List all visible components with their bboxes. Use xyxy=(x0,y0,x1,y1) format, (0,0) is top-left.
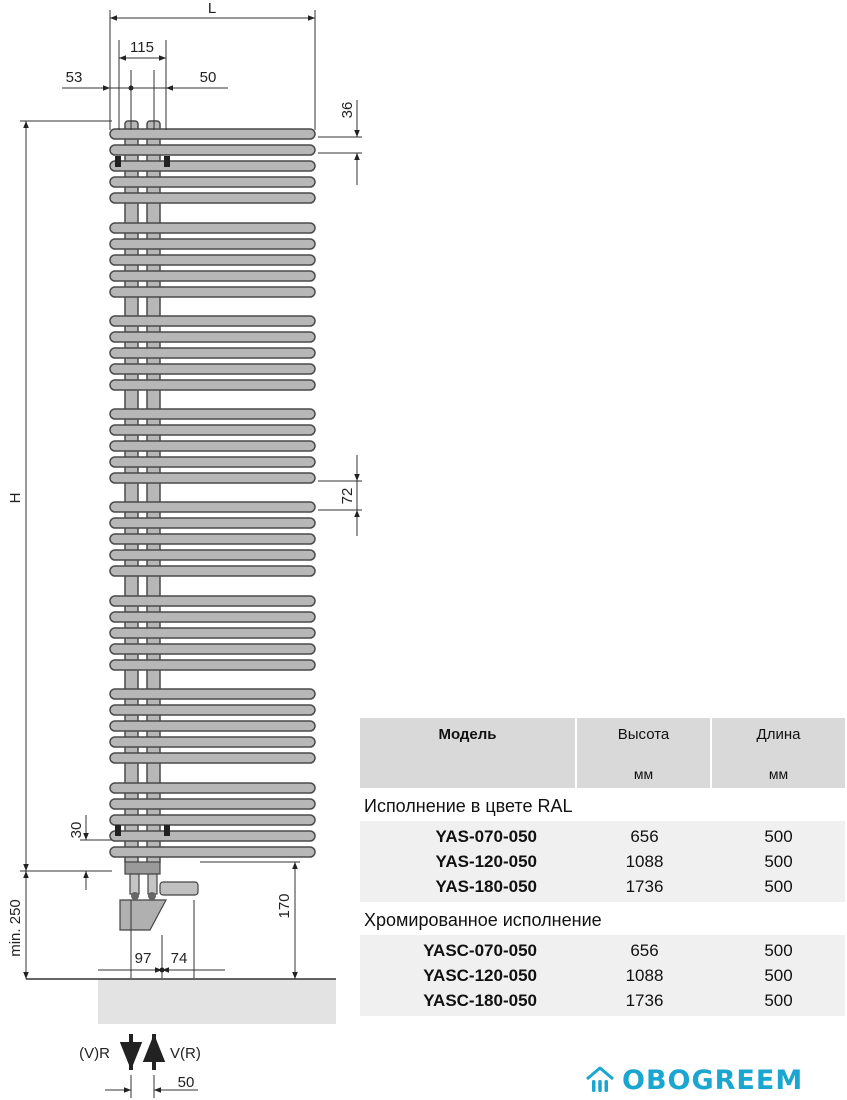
house-radiator-icon xyxy=(584,1064,616,1096)
dim-label-30: 30 xyxy=(68,821,85,839)
tube-16 xyxy=(110,409,315,419)
cell-length: 500 xyxy=(764,876,793,896)
dim-label-36: 36 xyxy=(339,101,356,119)
tube-9 xyxy=(110,271,315,281)
valve-assembly xyxy=(120,862,198,930)
tube-35 xyxy=(110,753,315,763)
header-height-label: Высота xyxy=(617,726,670,743)
group-title-chrome: Хромированное исполнение xyxy=(364,910,602,930)
tube-15 xyxy=(110,380,315,390)
dim-label-L: L xyxy=(207,0,217,17)
header-length-unit: мм xyxy=(768,766,789,782)
tube-4 xyxy=(110,177,315,187)
header-length xyxy=(712,718,845,788)
table-row xyxy=(360,874,845,899)
dim-label-72: 72 xyxy=(339,487,356,505)
flow-label-right: V(R) xyxy=(170,1045,201,1062)
tube-22 xyxy=(110,518,315,528)
dim-label-53: 53 xyxy=(65,69,83,86)
table-row xyxy=(360,824,845,849)
cell-model: YAS-070-050 xyxy=(435,826,537,846)
group-body-ral xyxy=(360,821,845,902)
tube-23 xyxy=(110,534,315,544)
cell-model: YAS-120-050 xyxy=(435,851,537,871)
tube-40 xyxy=(110,847,315,857)
tube-18 xyxy=(110,441,315,451)
obogreem-logo xyxy=(584,1060,803,1100)
group-title-ral: Исполнение в цвете RAL xyxy=(364,796,573,816)
tube-33 xyxy=(110,721,315,731)
clip-top-right xyxy=(164,156,170,167)
header-height-unit: мм xyxy=(633,766,654,782)
tube-25 xyxy=(110,566,315,576)
tube-8 xyxy=(110,255,315,265)
tube-7 xyxy=(110,239,315,249)
tube-27 xyxy=(110,612,315,622)
tube-17 xyxy=(110,425,315,435)
tube-31 xyxy=(110,689,315,699)
cell-height: 1736 xyxy=(625,876,664,896)
cell-length: 500 xyxy=(764,965,793,985)
table-row xyxy=(360,988,845,1013)
tube-20 xyxy=(110,473,315,483)
cell-height: 656 xyxy=(630,940,659,960)
cell-height: 1088 xyxy=(625,965,664,985)
cell-height: 1736 xyxy=(625,990,664,1010)
clip-bottom-left xyxy=(115,825,121,836)
cell-model: YASC-120-050 xyxy=(423,965,537,985)
tube-12 xyxy=(110,332,315,342)
dim-label-H: H xyxy=(7,492,24,504)
clip-top-left xyxy=(115,156,121,167)
dim-label-74: 74 xyxy=(170,950,188,967)
tube-21 xyxy=(110,502,315,512)
tube-29 xyxy=(110,644,315,654)
table-row xyxy=(360,963,845,988)
tube-13 xyxy=(110,348,315,358)
heating-tubes xyxy=(110,129,315,857)
dim-label-97: 97 xyxy=(134,950,152,967)
tube-26 xyxy=(110,596,315,606)
dim-label-115: 115 xyxy=(130,39,154,56)
header-model xyxy=(360,718,577,788)
dim-label-170: 170 xyxy=(276,893,293,919)
tube-14 xyxy=(110,364,315,374)
dim-label-min250: min. 250 xyxy=(7,899,24,957)
tube-30 xyxy=(110,660,315,670)
dim-label-50-bottom: 50 xyxy=(177,1074,195,1091)
tube-6 xyxy=(110,223,315,233)
specification-table xyxy=(360,718,845,1016)
header-length-label: Длина xyxy=(756,726,801,743)
tube-1 xyxy=(110,129,315,139)
tube-36 xyxy=(110,783,315,793)
table-header xyxy=(360,718,845,788)
tube-24 xyxy=(110,550,315,560)
logo-text: OBOGREEM xyxy=(622,1064,804,1096)
tube-3 xyxy=(110,161,315,171)
header-model-label: Модель xyxy=(438,726,497,743)
table-row xyxy=(360,938,845,963)
table-row xyxy=(360,849,845,874)
cell-length: 500 xyxy=(764,851,793,871)
tube-2 xyxy=(110,145,315,155)
clip-bottom-right xyxy=(164,825,170,836)
tube-38 xyxy=(110,815,315,825)
tube-37 xyxy=(110,799,315,809)
group-body-chrome xyxy=(360,935,845,1016)
cell-height: 1088 xyxy=(625,851,664,871)
tube-19 xyxy=(110,457,315,467)
tube-32 xyxy=(110,705,315,715)
tube-11 xyxy=(110,316,315,326)
cell-length: 500 xyxy=(764,826,793,846)
tube-10 xyxy=(110,287,315,297)
cell-length: 500 xyxy=(764,990,793,1010)
dim-label-50-top: 50 xyxy=(199,69,217,86)
tube-28 xyxy=(110,628,315,638)
tube-39 xyxy=(110,831,315,841)
floor-block xyxy=(98,979,336,1024)
tube-5 xyxy=(110,193,315,203)
cell-length: 500 xyxy=(764,940,793,960)
cell-model: YAS-180-050 xyxy=(435,876,537,896)
cell-model: YASC-180-050 xyxy=(423,990,537,1010)
flow-label-left: (V)R xyxy=(79,1045,110,1062)
tube-34 xyxy=(110,737,315,747)
cell-model: YASC-070-050 xyxy=(423,940,537,960)
header-height xyxy=(577,718,712,788)
cell-height: 656 xyxy=(630,826,659,846)
